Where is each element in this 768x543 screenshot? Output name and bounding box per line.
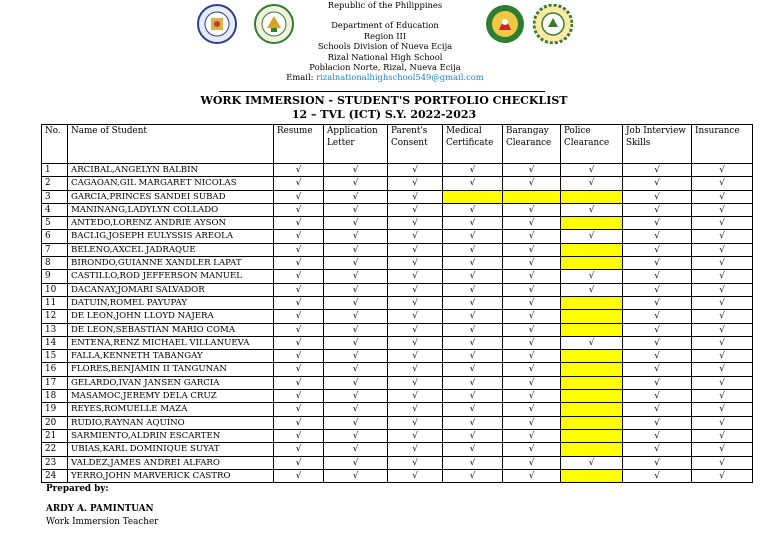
table-row bbox=[42, 243, 753, 256]
check-mark-icon: √ bbox=[388, 217, 443, 230]
check-mark-icon: √ bbox=[503, 390, 561, 403]
region-line: Region III bbox=[363, 30, 407, 41]
check-mark-icon: √ bbox=[503, 363, 561, 376]
check-mark-icon: √ bbox=[503, 376, 561, 389]
check-mark-icon: √ bbox=[443, 217, 503, 230]
check-mark-icon: √ bbox=[443, 390, 503, 403]
check-mark-icon: √ bbox=[692, 230, 753, 243]
missing-requirement-cell bbox=[561, 323, 623, 336]
check-mark-icon: √ bbox=[388, 416, 443, 429]
check-mark-icon: √ bbox=[692, 257, 753, 270]
column-header: Parent's Consent bbox=[388, 125, 443, 164]
check-mark-icon: √ bbox=[274, 469, 324, 482]
column-header: Resume bbox=[274, 125, 324, 164]
check-mark-icon: √ bbox=[623, 336, 692, 349]
missing-requirement-cell bbox=[561, 217, 623, 230]
signer-name: ARDY A. PAMINTUAN bbox=[46, 504, 154, 514]
check-mark-icon: √ bbox=[388, 310, 443, 323]
table-row bbox=[42, 336, 753, 349]
missing-requirement-cell bbox=[561, 296, 623, 309]
check-mark-icon: √ bbox=[561, 283, 623, 296]
missing-requirement-cell bbox=[561, 190, 623, 203]
check-mark-icon: √ bbox=[443, 296, 503, 309]
check-mark-icon: √ bbox=[692, 203, 753, 216]
division-line: Schools Division of Nueva Ecija bbox=[317, 41, 453, 52]
check-mark-icon: √ bbox=[692, 429, 753, 442]
missing-requirement-cell bbox=[561, 363, 623, 376]
student-name: DATUIN,ROMEL PAYUPAY bbox=[68, 296, 274, 309]
check-mark-icon: √ bbox=[692, 403, 753, 416]
check-mark-icon: √ bbox=[623, 296, 692, 309]
row-number: 16 bbox=[42, 363, 68, 376]
check-mark-icon: √ bbox=[443, 350, 503, 363]
missing-requirement-cell bbox=[561, 469, 623, 482]
check-mark-icon: √ bbox=[443, 283, 503, 296]
check-mark-icon: √ bbox=[623, 203, 692, 216]
check-mark-icon: √ bbox=[623, 177, 692, 190]
column-header: Insurance bbox=[692, 125, 753, 164]
check-mark-icon: √ bbox=[324, 390, 388, 403]
email-link[interactable]: rizalnationalhighschool549@gmail.com bbox=[316, 72, 484, 83]
check-mark-icon: √ bbox=[623, 416, 692, 429]
missing-requirement-cell bbox=[561, 376, 623, 389]
student-name: GARCIA,PRINCES SANDEI SUBAD bbox=[68, 190, 274, 203]
check-mark-icon: √ bbox=[443, 257, 503, 270]
check-mark-icon: √ bbox=[443, 443, 503, 456]
student-name: UBIAS,KARL DOMINIQUE SUYAT bbox=[68, 443, 274, 456]
check-mark-icon: √ bbox=[443, 270, 503, 283]
student-name: DE LEON,SEBASTIAN MARIO COMA bbox=[68, 323, 274, 336]
check-mark-icon: √ bbox=[503, 217, 561, 230]
row-number: 5 bbox=[42, 217, 68, 230]
check-mark-icon: √ bbox=[274, 177, 324, 190]
check-mark-icon: √ bbox=[503, 323, 561, 336]
check-mark-icon: √ bbox=[692, 469, 753, 482]
row-number: 17 bbox=[42, 376, 68, 389]
check-mark-icon: √ bbox=[623, 403, 692, 416]
check-mark-icon: √ bbox=[503, 443, 561, 456]
check-mark-icon: √ bbox=[274, 336, 324, 349]
check-mark-icon: √ bbox=[503, 310, 561, 323]
check-mark-icon: √ bbox=[388, 350, 443, 363]
check-mark-icon: √ bbox=[443, 164, 503, 177]
student-name: VALDEZ,JAMES ANDREI ALFARO bbox=[68, 456, 274, 469]
check-mark-icon: √ bbox=[443, 203, 503, 216]
table-row bbox=[42, 469, 753, 482]
check-mark-icon: √ bbox=[692, 336, 753, 349]
row-number: 6 bbox=[42, 230, 68, 243]
check-mark-icon: √ bbox=[388, 429, 443, 442]
check-mark-icon: √ bbox=[623, 390, 692, 403]
student-name: BELENO,AXCEL JADRAQUE bbox=[68, 243, 274, 256]
table-row bbox=[42, 443, 753, 456]
table-row bbox=[42, 270, 753, 283]
check-mark-icon: √ bbox=[443, 456, 503, 469]
check-mark-icon: √ bbox=[388, 469, 443, 482]
check-mark-icon: √ bbox=[692, 323, 753, 336]
missing-requirement-cell bbox=[561, 257, 623, 270]
check-mark-icon: √ bbox=[388, 390, 443, 403]
check-mark-icon: √ bbox=[692, 283, 753, 296]
check-mark-icon: √ bbox=[324, 403, 388, 416]
check-mark-icon: √ bbox=[503, 177, 561, 190]
table-row bbox=[42, 350, 753, 363]
check-mark-icon: √ bbox=[692, 390, 753, 403]
check-mark-icon: √ bbox=[623, 350, 692, 363]
check-mark-icon: √ bbox=[443, 243, 503, 256]
row-number: 2 bbox=[42, 177, 68, 190]
check-mark-icon: √ bbox=[274, 390, 324, 403]
table-body bbox=[42, 164, 753, 483]
republic-line: Republic of the Philippines bbox=[327, 0, 443, 10]
check-mark-icon: √ bbox=[274, 230, 324, 243]
check-mark-icon: √ bbox=[623, 190, 692, 203]
check-mark-icon: √ bbox=[324, 310, 388, 323]
row-number: 1 bbox=[42, 164, 68, 177]
table-row bbox=[42, 390, 753, 403]
table-row bbox=[42, 310, 753, 323]
row-number: 9 bbox=[42, 270, 68, 283]
table-row bbox=[42, 177, 753, 190]
check-mark-icon: √ bbox=[274, 429, 324, 442]
check-mark-icon: √ bbox=[623, 230, 692, 243]
check-mark-icon: √ bbox=[274, 376, 324, 389]
missing-requirement-cell bbox=[561, 350, 623, 363]
student-name: BACLIG,JOSEPH EULYSSIS AREOLA bbox=[68, 230, 274, 243]
student-name: FLORES,BENJAMIN II TANGUNAN bbox=[68, 363, 274, 376]
check-mark-icon: √ bbox=[692, 416, 753, 429]
check-mark-icon: √ bbox=[503, 243, 561, 256]
table-row bbox=[42, 230, 753, 243]
check-mark-icon: √ bbox=[388, 270, 443, 283]
check-mark-icon: √ bbox=[692, 217, 753, 230]
check-mark-icon: √ bbox=[324, 164, 388, 177]
row-number: 4 bbox=[42, 203, 68, 216]
check-mark-icon: √ bbox=[503, 296, 561, 309]
student-name: SARMIENTO,ALDRIN ESCARTEN bbox=[68, 429, 274, 442]
check-mark-icon: √ bbox=[503, 429, 561, 442]
student-name: ANTEDO,LORENZ ANDRIE AYSON bbox=[68, 217, 274, 230]
check-mark-icon: √ bbox=[274, 203, 324, 216]
student-name: GELARDO,IVAN JANSEN GARCIA bbox=[68, 376, 274, 389]
table-row bbox=[42, 296, 753, 309]
check-mark-icon: √ bbox=[503, 230, 561, 243]
row-number: 20 bbox=[42, 416, 68, 429]
row-number: 22 bbox=[42, 443, 68, 456]
check-mark-icon: √ bbox=[388, 363, 443, 376]
check-mark-icon: √ bbox=[388, 323, 443, 336]
email-line bbox=[250, 72, 520, 82]
check-mark-icon: √ bbox=[443, 376, 503, 389]
check-mark-icon: √ bbox=[503, 350, 561, 363]
column-header: No. bbox=[42, 125, 68, 164]
check-mark-icon: √ bbox=[388, 257, 443, 270]
check-mark-icon: √ bbox=[324, 190, 388, 203]
check-mark-icon: √ bbox=[324, 376, 388, 389]
table-row bbox=[42, 323, 753, 336]
row-number: 8 bbox=[42, 257, 68, 270]
header-divider bbox=[219, 91, 545, 92]
check-mark-icon: √ bbox=[561, 336, 623, 349]
student-name: RUDIO,RAYNAN AQUINO bbox=[68, 416, 274, 429]
address-line: Poblacion Norte, Rizal, Nueva Ecija bbox=[309, 62, 461, 73]
check-mark-icon: √ bbox=[443, 429, 503, 442]
check-mark-icon: √ bbox=[324, 323, 388, 336]
check-mark-icon: √ bbox=[623, 257, 692, 270]
check-mark-icon: √ bbox=[623, 363, 692, 376]
student-name: CASTILLO,ROD JEFFERSON MANUEL bbox=[68, 270, 274, 283]
check-mark-icon: √ bbox=[623, 164, 692, 177]
check-mark-icon: √ bbox=[324, 257, 388, 270]
check-mark-icon: √ bbox=[623, 270, 692, 283]
missing-requirement-cell bbox=[561, 310, 623, 323]
check-mark-icon: √ bbox=[324, 443, 388, 456]
student-name: CAGAOAN,GIL MARGARET NICOLAS bbox=[68, 177, 274, 190]
prepared-by-label: Prepared by: bbox=[46, 484, 109, 494]
missing-requirement-cell bbox=[561, 403, 623, 416]
check-mark-icon: √ bbox=[623, 310, 692, 323]
missing-requirement-cell bbox=[503, 190, 561, 203]
check-mark-icon: √ bbox=[274, 270, 324, 283]
check-mark-icon: √ bbox=[274, 403, 324, 416]
row-number: 13 bbox=[42, 323, 68, 336]
column-header: Name of Student bbox=[68, 125, 274, 164]
check-mark-icon: √ bbox=[443, 323, 503, 336]
table-row bbox=[42, 376, 753, 389]
column-header: Medical Certificate bbox=[443, 125, 503, 164]
check-mark-icon: √ bbox=[388, 403, 443, 416]
check-mark-icon: √ bbox=[324, 336, 388, 349]
table-row bbox=[42, 190, 753, 203]
check-mark-icon: √ bbox=[503, 336, 561, 349]
check-mark-icon: √ bbox=[324, 217, 388, 230]
column-header: Police Clearance bbox=[561, 125, 623, 164]
check-mark-icon: √ bbox=[324, 203, 388, 216]
row-number: 12 bbox=[42, 310, 68, 323]
department-line: Department of Education bbox=[331, 20, 439, 31]
check-mark-icon: √ bbox=[274, 456, 324, 469]
check-mark-icon: √ bbox=[388, 177, 443, 190]
letterhead-text bbox=[250, 0, 520, 83]
table-row bbox=[42, 283, 753, 296]
check-mark-icon: √ bbox=[623, 429, 692, 442]
check-mark-icon: √ bbox=[388, 203, 443, 216]
check-mark-icon: √ bbox=[324, 230, 388, 243]
check-mark-icon: √ bbox=[443, 416, 503, 429]
check-mark-icon: √ bbox=[324, 270, 388, 283]
row-number: 11 bbox=[42, 296, 68, 309]
check-mark-icon: √ bbox=[623, 243, 692, 256]
table-header-row bbox=[42, 125, 753, 164]
check-mark-icon: √ bbox=[692, 243, 753, 256]
check-mark-icon: √ bbox=[443, 403, 503, 416]
check-mark-icon: √ bbox=[388, 243, 443, 256]
check-mark-icon: √ bbox=[623, 217, 692, 230]
check-mark-icon: √ bbox=[623, 376, 692, 389]
check-mark-icon: √ bbox=[274, 243, 324, 256]
table-row bbox=[42, 164, 753, 177]
check-mark-icon: √ bbox=[623, 469, 692, 482]
student-name: YERRO,JOHN MARVERICK CASTRO bbox=[68, 469, 274, 482]
column-header: Job Interview Skills bbox=[623, 125, 692, 164]
check-mark-icon: √ bbox=[388, 164, 443, 177]
check-mark-icon: √ bbox=[692, 456, 753, 469]
row-number: 15 bbox=[42, 350, 68, 363]
check-mark-icon: √ bbox=[274, 190, 324, 203]
row-number: 19 bbox=[42, 403, 68, 416]
check-mark-icon: √ bbox=[623, 456, 692, 469]
check-mark-icon: √ bbox=[692, 270, 753, 283]
check-mark-icon: √ bbox=[324, 429, 388, 442]
check-mark-icon: √ bbox=[443, 177, 503, 190]
signer-role: Work Immersion Teacher bbox=[46, 517, 159, 527]
check-mark-icon: √ bbox=[324, 177, 388, 190]
row-number: 14 bbox=[42, 336, 68, 349]
email-label: Email: bbox=[286, 72, 314, 83]
row-number: 3 bbox=[42, 190, 68, 203]
check-mark-icon: √ bbox=[503, 469, 561, 482]
check-mark-icon: √ bbox=[503, 283, 561, 296]
check-mark-icon: √ bbox=[443, 310, 503, 323]
missing-requirement-cell bbox=[561, 416, 623, 429]
check-mark-icon: √ bbox=[274, 350, 324, 363]
check-mark-icon: √ bbox=[561, 203, 623, 216]
letterhead bbox=[0, 0, 768, 92]
column-header: Barangay Clearance bbox=[503, 125, 561, 164]
check-mark-icon: √ bbox=[388, 190, 443, 203]
check-mark-icon: √ bbox=[274, 283, 324, 296]
row-number: 7 bbox=[42, 243, 68, 256]
missing-requirement-cell bbox=[561, 443, 623, 456]
check-mark-icon: √ bbox=[692, 296, 753, 309]
check-mark-icon: √ bbox=[503, 270, 561, 283]
missing-requirement-cell bbox=[561, 243, 623, 256]
student-name: ENTENA,RENZ MICHAEL VILLANUEVA bbox=[68, 336, 274, 349]
table-row bbox=[42, 416, 753, 429]
deped-seal-icon bbox=[197, 4, 237, 44]
check-mark-icon: √ bbox=[561, 177, 623, 190]
student-name: MASAMOC,JEREMY DELA CRUZ bbox=[68, 390, 274, 403]
student-name: ARCIBAL,ANGELYN BALBIN bbox=[68, 164, 274, 177]
check-mark-icon: √ bbox=[274, 296, 324, 309]
row-number: 10 bbox=[42, 283, 68, 296]
check-mark-icon: √ bbox=[443, 469, 503, 482]
check-mark-icon: √ bbox=[274, 323, 324, 336]
check-mark-icon: √ bbox=[443, 363, 503, 376]
row-number: 18 bbox=[42, 390, 68, 403]
table-row bbox=[42, 403, 753, 416]
check-mark-icon: √ bbox=[388, 296, 443, 309]
check-mark-icon: √ bbox=[623, 443, 692, 456]
check-mark-icon: √ bbox=[692, 363, 753, 376]
check-mark-icon: √ bbox=[692, 443, 753, 456]
table-row bbox=[42, 363, 753, 376]
document-title: WORK IMMERSION - STUDENT'S PORTFOLIO CHECKLIST bbox=[200, 94, 568, 107]
check-mark-icon: √ bbox=[692, 310, 753, 323]
student-name: MANINANG,LADYLYN COLLADO bbox=[68, 203, 274, 216]
student-name: DACANAY,JOMARI SALVADOR bbox=[68, 283, 274, 296]
student-name: FALLA,KENNETH TABANGAY bbox=[68, 350, 274, 363]
school-line: Rizal National High School bbox=[327, 51, 443, 62]
check-mark-icon: √ bbox=[274, 217, 324, 230]
check-mark-icon: √ bbox=[503, 203, 561, 216]
check-mark-icon: √ bbox=[692, 350, 753, 363]
missing-requirement-cell bbox=[443, 190, 503, 203]
check-mark-icon: √ bbox=[561, 270, 623, 283]
table-row bbox=[42, 257, 753, 270]
row-number: 21 bbox=[42, 429, 68, 442]
check-mark-icon: √ bbox=[388, 376, 443, 389]
check-mark-icon: √ bbox=[503, 257, 561, 270]
check-mark-icon: √ bbox=[274, 164, 324, 177]
check-mark-icon: √ bbox=[561, 456, 623, 469]
student-name: DE LEON,JOHN LLOYD NAJERA bbox=[68, 310, 274, 323]
check-mark-icon: √ bbox=[692, 164, 753, 177]
student-name: BIRONDO,GUIANNE XANDLER LAPAT bbox=[68, 257, 274, 270]
missing-requirement-cell bbox=[561, 390, 623, 403]
portfolio-checklist-table bbox=[41, 124, 753, 483]
table-row bbox=[42, 429, 753, 442]
table-row bbox=[42, 203, 753, 216]
check-mark-icon: √ bbox=[623, 323, 692, 336]
check-mark-icon: √ bbox=[561, 164, 623, 177]
check-mark-icon: √ bbox=[503, 416, 561, 429]
missing-requirement-cell bbox=[561, 429, 623, 442]
check-mark-icon: √ bbox=[388, 443, 443, 456]
check-mark-icon: √ bbox=[388, 283, 443, 296]
check-mark-icon: √ bbox=[388, 336, 443, 349]
check-mark-icon: √ bbox=[324, 456, 388, 469]
check-mark-icon: √ bbox=[503, 456, 561, 469]
row-number: 23 bbox=[42, 456, 68, 469]
table-row bbox=[42, 217, 753, 230]
check-mark-icon: √ bbox=[274, 363, 324, 376]
check-mark-icon: √ bbox=[324, 363, 388, 376]
check-mark-icon: √ bbox=[274, 310, 324, 323]
check-mark-icon: √ bbox=[503, 403, 561, 416]
check-mark-icon: √ bbox=[324, 283, 388, 296]
check-mark-icon: √ bbox=[324, 416, 388, 429]
check-mark-icon: √ bbox=[503, 164, 561, 177]
check-mark-icon: √ bbox=[274, 257, 324, 270]
table-row bbox=[42, 456, 753, 469]
check-mark-icon: √ bbox=[324, 243, 388, 256]
check-mark-icon: √ bbox=[324, 296, 388, 309]
check-mark-icon: √ bbox=[388, 456, 443, 469]
check-mark-icon: √ bbox=[692, 376, 753, 389]
document-subtitle: 12 – TVL (ICT) S.Y. 2022-2023 bbox=[291, 108, 477, 121]
division-seal-icon bbox=[533, 4, 573, 44]
check-mark-icon: √ bbox=[388, 230, 443, 243]
column-header: Application Letter bbox=[324, 125, 388, 164]
check-mark-icon: √ bbox=[443, 336, 503, 349]
check-mark-icon: √ bbox=[324, 469, 388, 482]
row-number: 24 bbox=[42, 469, 68, 482]
check-mark-icon: √ bbox=[692, 190, 753, 203]
check-mark-icon: √ bbox=[623, 283, 692, 296]
check-mark-icon: √ bbox=[274, 443, 324, 456]
check-mark-icon: √ bbox=[561, 230, 623, 243]
check-mark-icon: √ bbox=[274, 416, 324, 429]
student-name: REYES,ROMUELLE MAZA bbox=[68, 403, 274, 416]
check-mark-icon: √ bbox=[443, 230, 503, 243]
check-mark-icon: √ bbox=[692, 177, 753, 190]
check-mark-icon: √ bbox=[324, 350, 388, 363]
